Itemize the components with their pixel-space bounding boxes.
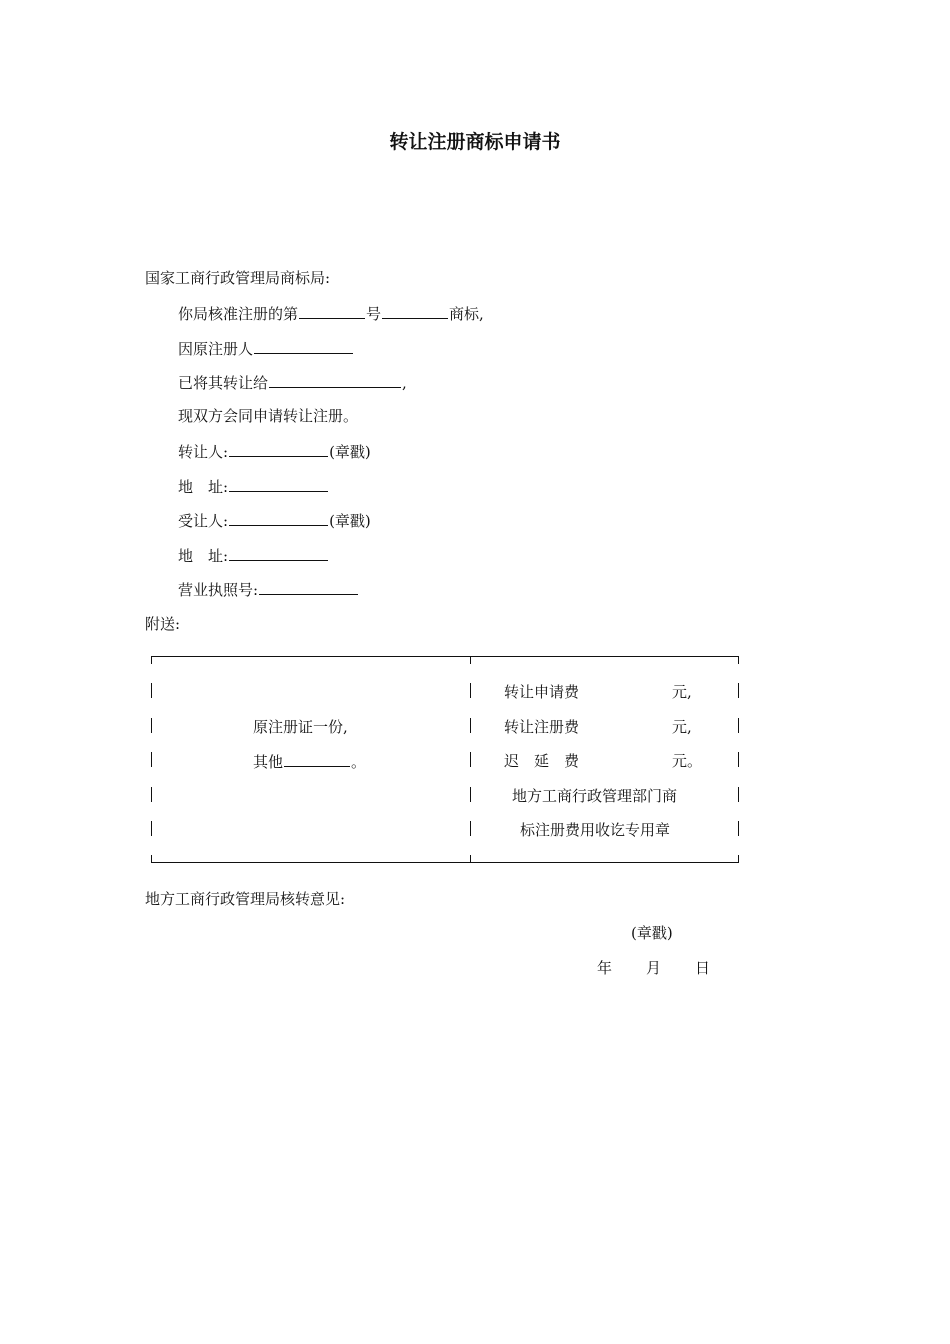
fee1-unit: 元, [672,683,692,701]
trademark-name-blank[interactable] [382,303,448,319]
license-number-blank[interactable] [259,579,358,595]
body-line-1-a: 你局核准注册的第 [178,305,299,323]
date-year: 年 [597,959,613,977]
transferor-label: 转让人: [178,443,229,461]
date-month: 月 [646,959,662,977]
other-label: 其他 [253,753,284,771]
fee2-unit: 元, [672,718,692,736]
body-line-1-c: 商标, [449,305,484,323]
table-v-seg [151,787,152,802]
table-v-seg [151,752,152,767]
license-row [178,579,359,600]
transferee-name-blank[interactable] [269,372,401,388]
table-v-seg [470,821,471,836]
table-corner-tr [738,656,739,664]
addressee: 国家工商行政管理局商标局: [145,269,331,287]
table-bottom-border [151,862,739,863]
date-line [597,958,710,978]
attachments-label: 附送: [145,615,181,633]
transferee-seal: (章戳) [329,512,371,530]
table-v-seg [470,787,471,802]
page-title: 转让注册商标申请书 [389,131,561,153]
body-line-2-text: 因原注册人 [178,340,254,358]
local-opinion-label: 地方工商行政管理局核转意见: [145,890,346,908]
table-v-seg [470,752,471,767]
transferee-label: 受让人: [178,512,229,530]
transferor-blank[interactable] [229,441,328,457]
table-v-seg [470,718,471,733]
body-line-1-b: 号 [366,305,382,323]
other-attachment [253,751,366,772]
license-label: 营业执照号: [178,581,259,599]
body-line-4: 现双方会同申请转让注册。 [178,407,359,425]
original-registrant-blank[interactable] [254,338,353,354]
table-v-seg [738,718,739,733]
date-day: 日 [695,959,711,977]
transferor-address-row [178,476,329,497]
stamp-line-1: 地方工商行政管理部门商 [512,787,678,805]
fee3-unit: 元。 [672,752,703,770]
table-corner-br [738,855,739,863]
table-v-seg [151,821,152,836]
other-end: 。 [351,753,367,771]
address-label: 地 址: [178,547,229,565]
table-corner-tl [151,656,152,664]
table-v-seg [151,718,152,733]
registration-number-blank[interactable] [299,303,365,319]
table-divider-top [470,656,471,664]
fee1-label: 转让申请费 [504,683,580,701]
transferor-row [178,441,371,462]
transferor-address-blank[interactable] [229,476,328,492]
table-v-seg [738,787,739,802]
table-v-seg [151,683,152,698]
table-v-seg [470,683,471,698]
transferee-blank[interactable] [229,510,328,526]
footer-seal: (章戳) [631,924,673,942]
body-line-3-a: 已将其转让给 [178,374,269,392]
body-line-1 [178,303,484,324]
table-v-seg [738,683,739,698]
body-line-3-b: , [402,374,407,392]
other-attachment-blank[interactable] [284,751,350,767]
table-divider-bottom [470,855,471,863]
transferee-address-row [178,545,329,566]
body-line-3 [178,372,407,393]
fee3-label: 迟 延 费 [504,752,580,770]
table-top-border [151,656,739,657]
transferee-address-blank[interactable] [229,545,328,561]
body-line-2 [178,338,354,359]
table-v-seg [738,821,739,836]
stamp-line-2: 标注册费用收讫专用章 [520,821,671,839]
table-v-seg [738,752,739,767]
table-corner-bl [151,855,152,863]
transferor-seal: (章戳) [329,443,371,461]
fee2-label: 转让注册费 [504,718,580,736]
address-label: 地 址: [178,478,229,496]
transferee-row [178,510,371,531]
original-certificate: 原注册证一份, [253,718,348,736]
